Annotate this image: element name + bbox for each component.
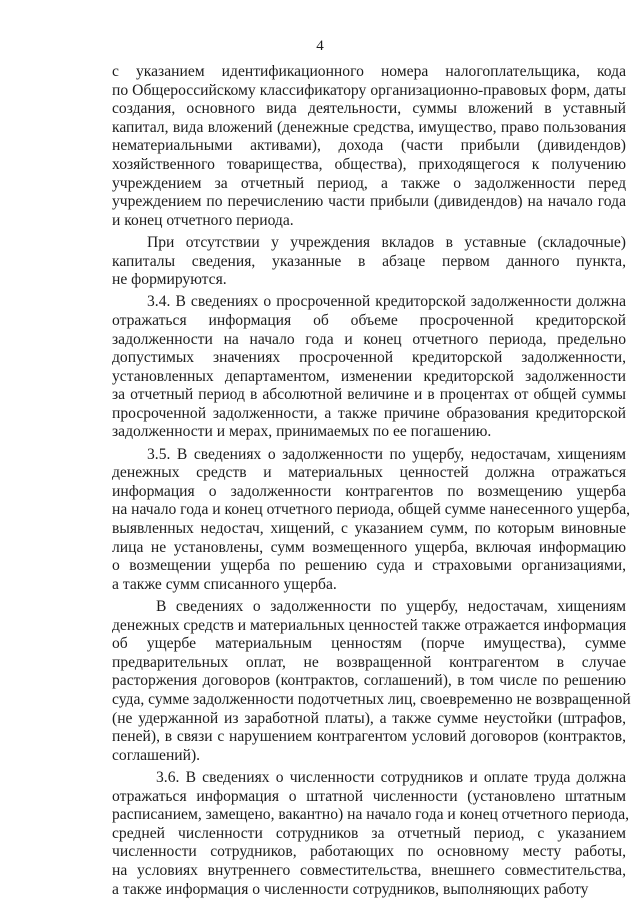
text-line: расторжения договоров (контрактов, соглашений), в том числе по решению: [112, 672, 626, 690]
document-body: [112, 63, 631, 899]
paragraph: [112, 234, 626, 290]
text-line: хозяйственного товарищества, общества), приходящегося к получению: [112, 155, 626, 173]
text-line: не формируются.: [112, 271, 227, 289]
text-line: просроченной задолженности, а также причине образования кредиторской: [112, 404, 626, 422]
text-line: задолженности на начало года и конец отчетного периода, предельно: [112, 330, 626, 348]
text-line: нематериальными активами), дохода (части прибыли (дивидендов): [112, 137, 626, 155]
text-line: на начало года и конец отчетного периода, общей сумме нанесенного ущерба,: [112, 501, 631, 519]
text-line: капитал, вида вложений (денежные средства, имущество, право пользования: [112, 118, 626, 136]
text-line: расписанием, замещено, вакантно) на начало года и конец отчетного периода,: [112, 806, 630, 824]
text-line: денежных средств и материальных ценностей должна отражаться: [112, 464, 626, 482]
text-line: а также сумм списанного ущерба.: [112, 575, 337, 593]
text-line: учреждением за отчетный период, а также о задолженности перед: [112, 174, 626, 192]
text-line: информация о задолженности контрагентов по возмещению ущерба: [112, 482, 626, 500]
text-line: 3.4. В сведениях о просроченной кредиторской задолженности должна: [147, 293, 626, 311]
text-line: создания, основного вида деятельности, суммы вложений в уставный: [112, 100, 626, 118]
text-line: капиталы сведения, указанные в абзаце первом данного пункта,: [112, 252, 626, 270]
paragraph: [112, 445, 631, 595]
text-line: лица не установлены, сумм возмещенного ущерба, включая информацию: [112, 538, 626, 556]
paragraph: [112, 768, 630, 899]
text-line: допустимых значениях просроченной кредиторской задолженности,: [112, 349, 626, 367]
text-line: об ущербе материальным ценностям (порче имущества), сумме: [112, 635, 626, 653]
text-line: отражаться информация об объеме просроченной кредиторской: [112, 311, 626, 329]
text-line: учреждением по перечислению части прибыли (дивидендов) на начало года: [112, 193, 626, 211]
text-line: При отсутствии у учреждения вкладов в уставные (складочные): [147, 233, 626, 251]
text-line: установленных департаментом, изменении кредиторской задолженности: [112, 367, 626, 385]
text-line: по Общероссийскому классификатору организационно-правовых форм, даты: [112, 81, 626, 99]
text-line: на условиях внутреннего совместительства, внешнего совместительства,: [112, 861, 626, 879]
text-line: 3.6. В сведениях о численности сотрудников и оплате труда должна: [156, 768, 626, 786]
text-line: отражаться информация о штатной численности (установлено штатным: [112, 787, 626, 805]
text-line: предварительных оплат, не возвращенной контрагентом в случае: [112, 653, 626, 671]
text-line: задолженности и мерах, принимаемых по ее погашению.: [112, 423, 492, 441]
page-number: 4: [316, 38, 324, 54]
text-line: о возмещении ущерба по решению суда и страховыми организациями,: [112, 557, 626, 575]
text-line: и конец отчетного периода.: [112, 211, 294, 229]
text-line: выявленных недостач, хищений, с указанием сумм, по которым виновные: [112, 520, 626, 538]
text-line: а также информация о численности сотрудников, выполняющих работу: [112, 880, 589, 898]
text-line: соглашений).: [112, 746, 201, 764]
text-line: численности сотрудников, работающих по основному месту работы,: [112, 843, 626, 861]
text-line: 3.5. В сведениях о задолженности по ущербу, недостачам, хищениям: [147, 445, 626, 463]
text-line: суда, сумме задолженности подотчетных лиц, своевременно не возвращенной: [112, 690, 631, 708]
paragraph: [112, 293, 626, 442]
text-line: денежных средств и материальных ценностей также отражается информация: [112, 616, 627, 634]
paragraph: [112, 63, 626, 230]
text-line: пеней), в связи с нарушением контрагентом условий договоров (контрактов,: [112, 728, 626, 746]
paragraph: [112, 598, 631, 765]
text-line: (не удержанной из заработной платы), а также сумме неустойки (штрафов,: [112, 709, 626, 727]
text-line: В сведениях о задолженности по ущербу, недостачам, хищениям: [156, 598, 626, 615]
text-line: за отчетный период в абсолютной величине и в процентах от общей суммы: [112, 386, 626, 404]
text-line: средней численности сотрудников за отчетный период, с указанием: [112, 824, 626, 842]
text-line: с указанием идентификационного номера налогоплательщика, кода: [112, 63, 626, 80]
